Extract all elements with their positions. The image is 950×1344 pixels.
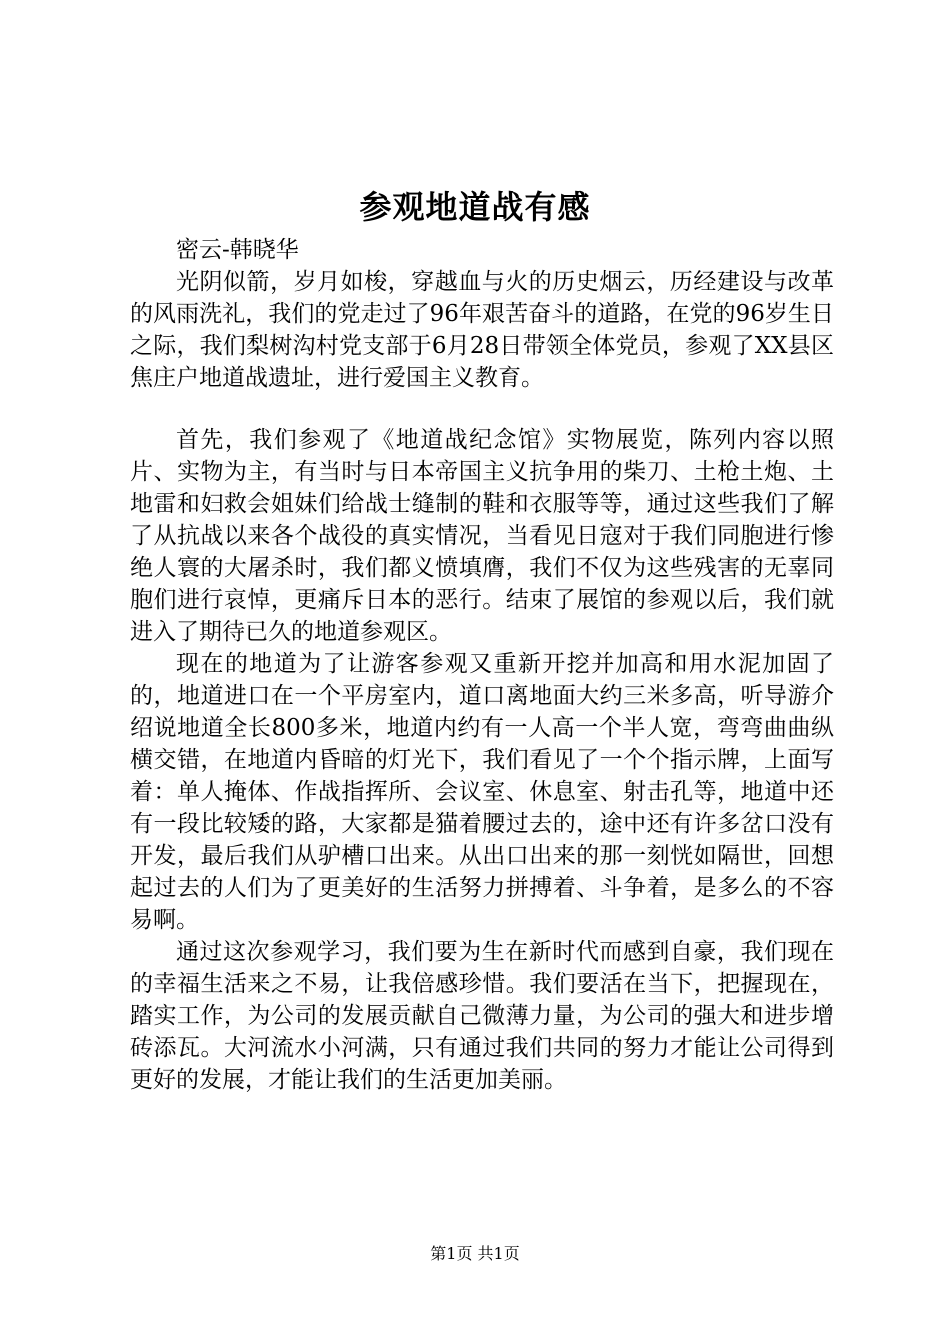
document-body — [130, 234, 834, 1096]
paragraph-exhibition: 首先，我们参观了《地道战纪念馆》实物展览，陈列内容以照片、实物为主，有当时与日本帝国主义抗争用的柴刀、土枪土炮、土地雷和妇救会姐妹们给战士缝制的鞋和衣服等等，通过这些我们了解了从抗战以来各个战役的真实情况，当看见日寇对于我们同胞进行惨绝人寰的大屠杀时，我们都义愤填膺，我们不仅为这些残害的无辜同胞们进行哀悼，更痛斥日本的恶行。结束了展馆的参观以后，我们就进入了期待已久的地道参观区。 — [130, 427, 834, 645]
author-line: 密云-韩晓华 — [176, 237, 299, 263]
document-title: 参观地道战有感 — [359, 188, 591, 226]
paragraph-tunnel: 现在的地道为了让游客参观又重新开挖并加高和用水泥加固了的，地道进口在一个平房室内，道口离地面大约三米多高，听导游介绍说地道全长800多米，地道内约有一人高一个半人宽，弯弯曲曲纵横交错，在地道内昏暗的灯光下，我们看见了一个个指示牌，上面写着：单人掩体、作战指挥所、会议室、休息室、射击孔等，地道中还有一段比较矮的路，大家都是猫着腰过去的，途中还有许多岔口没有开发，最后我们从驴槽口出来。从出口出来的那一刻恍如隔世，回想起过去的人们为了更美好的生活努力拼搏着、斗争着，是多么的不容易啊。 — [130, 651, 834, 933]
paragraph-spacer — [130, 394, 834, 424]
paragraph-conclusion: 通过这次参观学习，我们要为生在新时代而感到自豪，我们现在的幸福生活来之不易，让我倍感珍惜。我们要活在当下，把握现在，踏实工作，为公司的发展贡献自己微薄力量，为公司的强大和进步增砖添瓦。大河流水小河满，只有通过我们共同的努力才能让公司得到更好的发展，才能让我们的生活更加美丽。 — [130, 939, 834, 1093]
page-footer: 第1页 共1页 — [430, 1244, 520, 1263]
paragraph-intro: 光阴似箭，岁月如梭，穿越血与火的历史烟云，历经建设与改革的风雨洗礼，我们的党走过了96年艰苦奋斗的道路，在党的96岁生日之际，我们梨树沟村党支部于6月28日带领全体党员，参观了XX县区焦庄户地道战遗址，进行爱国主义教育。 — [130, 269, 834, 391]
